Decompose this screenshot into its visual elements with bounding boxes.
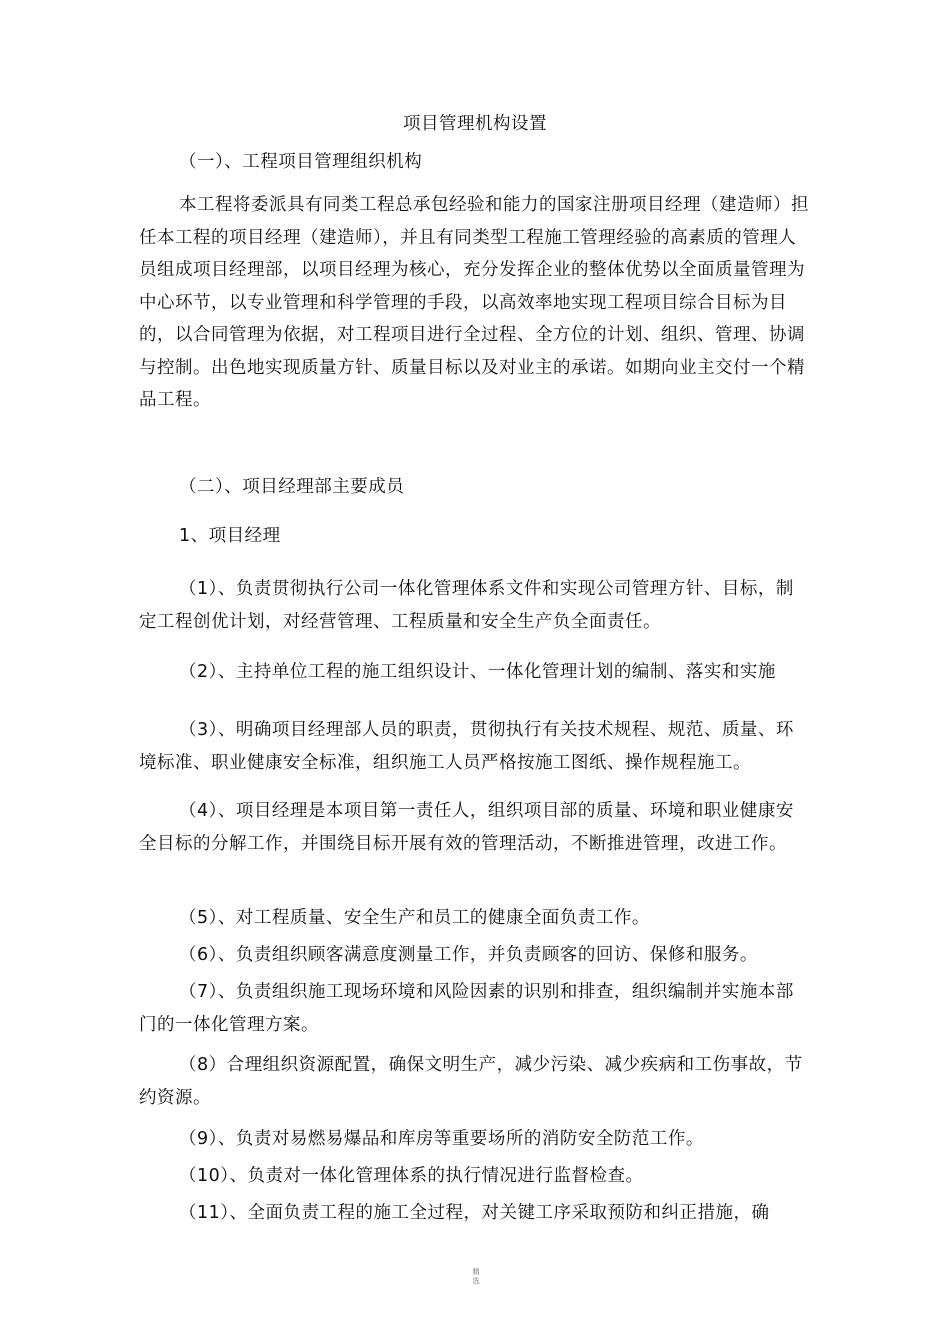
list-item: （2）、主持单位工程的施工组织设计、一体化管理计划的编制、落实和实施 (179, 662, 776, 682)
page-footer-label: 精选 (472, 1268, 480, 1285)
list-item: （10）、负责对一体化管理体系的执行情况进行监督检查。 (179, 1166, 644, 1186)
list-item: （7）、负责组织施工现场环境和风险因素的识别和排查，组织编制并实施本部门的一体化管理方案。 (139, 982, 794, 1035)
section-1-paragraph: 本工程将委派具有同类工程总承包经验和能力的国家注册项目经理（建造师）担任本工程的项目经理（建造师），并且有同类型工程施工管理经验的高素质的管理人员组成项目经理部，以项目经理为核心，充分发挥企业的整体优势以全面质量管理为中心环节，以专业管理和科学管理的手段，以高效率地实现工程项目综合目标为目的，以合同管理为依据，对工程项目进行全过程、全方位的计划、组织、管理、协调与控制。出色地实现质量方针、质量目标以及对业主的承诺。如期向业主交付一个精品工程。 (139, 195, 809, 410)
list-item: （6）、负责组织顾客满意度测量工作，并负责顾客的回访、保修和服务。 (179, 945, 758, 965)
document-title: 项目管理机构设置 (403, 114, 547, 134)
list-item: （1）、负责贯彻执行公司一体化管理体系文件和实现公司管理方针、目标，制定工程创优计划，对经营管理、工程质量和安全生产负全面责任。 (139, 579, 794, 632)
section-heading-2: （二）、项目经理部主要成员 (179, 477, 405, 497)
list-item: （4）、项目经理是本项目第一责任人，组织项目部的质量、环境和职业健康安全目标的分解工作，并围绕目标开展有效的管理活动，不断推进管理，改进工作。 (139, 801, 794, 854)
subsection-heading-project-manager: 1、项目经理 (179, 526, 281, 546)
list-item: （11）、全面负责工程的施工全过程，对关键工序采取预防和纠正措施，确 (179, 1203, 770, 1223)
section-heading-1: （一）、工程项目管理组织机构 (179, 152, 423, 172)
list-item: （3）、明确项目经理部人员的职责，贯彻执行有关技术规程、规范、质量、环境标准、职业健康安全标准，组织施工人员严格按施工图纸、操作规程施工。 (139, 720, 794, 773)
list-item: （9）、负责对易燃易爆品和库房等重要场所的消防安全防范工作。 (179, 1129, 704, 1149)
list-item: （8）合理组织资源配置，确保文明生产，减少污染、减少疾病和工伤事故，节约资源。 (139, 1055, 803, 1108)
list-item: （5）、对工程质量、安全生产和员工的健康全面负责工作。 (179, 908, 650, 928)
